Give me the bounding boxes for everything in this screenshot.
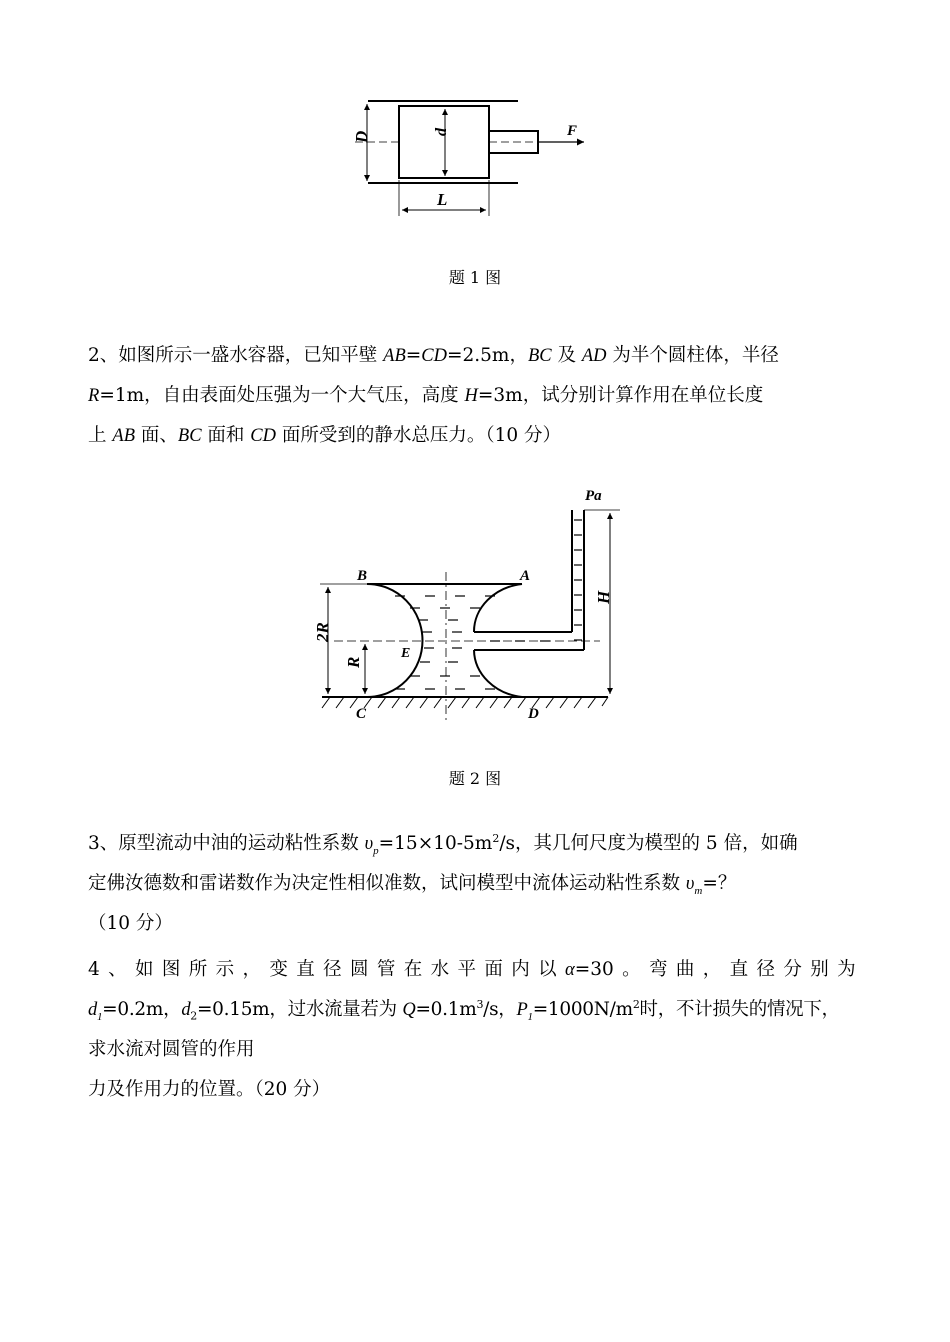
label-2R: 2R — [313, 622, 332, 642]
label-d: d — [433, 128, 450, 136]
label-E: E — [401, 646, 411, 661]
question-4 — [88, 950, 856, 1110]
label-H: H — [594, 590, 613, 604]
figure-2-caption: 题 2 图 — [448, 769, 502, 788]
label-F: F — [567, 123, 578, 139]
half-cylinder-AD-lower — [474, 650, 522, 697]
question-2-line-1: 2、如图所示一盛水容器，已知平壁 AB=CD=2.5m，BC 及 AD 为半个圆柱体，半径 — [88, 345, 779, 366]
question-4-line-4: 力及作用力的位置。（20 分） — [88, 1079, 331, 1100]
label-B: B — [357, 568, 368, 584]
label-D: D — [352, 130, 371, 143]
figure-2-container-diagram — [300, 480, 640, 730]
question-3-line-3: （10 分） — [88, 913, 173, 934]
question-2 — [88, 336, 863, 456]
label-C: C — [356, 706, 367, 722]
half-cylinder-AD-upper — [474, 584, 522, 632]
half-cylinder-BC — [367, 584, 422, 697]
question-4-line-2: $d_1=0.2m$，$d_2=0.15m$，过水流量若为 $Q=0.1m^3/s$，$P_1=1000N/m^2$时，不计损失的情况下， — [88, 997, 840, 1023]
label-A: A — [520, 568, 531, 584]
figure-1-caption: 题 1 图 — [448, 268, 502, 287]
question-4-line-3: 求水流对圆管的作用 — [88, 1039, 255, 1060]
question-2-line-2: R=1m，自由表面处压强为一个大气压，高度 H=3m，试分别计算作用在单位长度 — [88, 385, 764, 406]
piston — [399, 106, 489, 178]
question-2-line-3: 上 AB 面、BC 面和 CD 面所受到的静水总压力。（10 分） — [88, 425, 562, 446]
water-fill — [395, 520, 582, 689]
label-L: L — [437, 190, 448, 209]
question-3 — [88, 824, 863, 944]
label-R: R — [344, 656, 363, 668]
question-3-line-2: 定佛汝德数和雷诺数作为决定性相似准数，试问模型中流体运动粘性系数 $\upsilon_m=$？ — [88, 873, 737, 897]
figure-1-piston-diagram — [340, 90, 600, 220]
question-4-line-1: 4 、 如 图 所 示 ， 变 直 径 圆 管 在 水 平 面 内 以 α=30 。 弯 曲 ， 直 径 分 别 为 — [88, 959, 856, 980]
label-D2: D — [528, 706, 539, 722]
label-Pa: Pa — [585, 488, 602, 504]
question-3-line-1: 3、原型流动中油的运动粘性系数 $\upsilon_p=15\times 10-5m^2/s$，其几何尺度为模型的 5 倍，如确 — [88, 831, 798, 857]
